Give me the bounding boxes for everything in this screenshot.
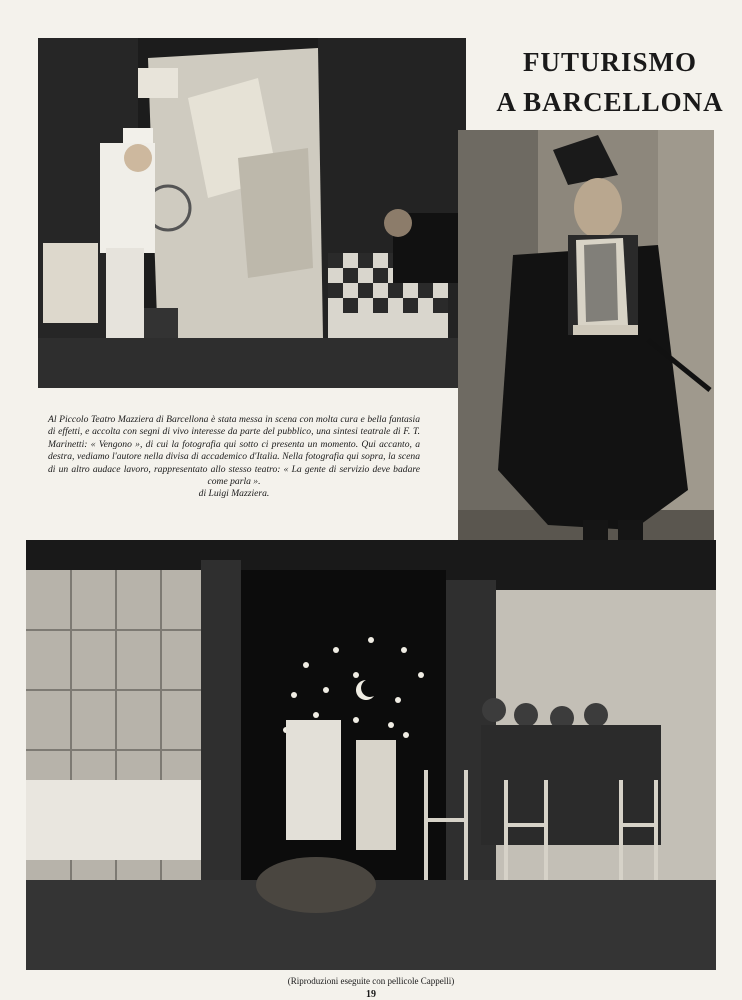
article-title-line-2: A BARCELLONA	[496, 87, 724, 117]
photo-credit-note: (Riproduzioni eseguite con pellicole Cappelli)	[287, 976, 455, 986]
caption-byline: di Luigi Mazziera.	[198, 488, 270, 500]
photo-author-portrait	[458, 130, 714, 582]
photo-stage-scene-vengono	[26, 540, 716, 970]
page-number: 19	[366, 989, 376, 1000]
photo-stage-scene-chef	[38, 38, 466, 388]
photo-caption	[48, 414, 420, 501]
article-title-line-1: FUTURISMO	[522, 47, 697, 77]
caption-text: Al Piccolo Teatro Mazziera di Barcellona è stata messa in scena con molta cura e bella fantasia di effetti, e accolta con segni di vivo interesse da parte del pubblico, una sintesi teatrale di F. T. Marinetti: « Vengono », di cui la fotografia qui sotto ci presenta un momento. Qui accanto, a destra, vediamo l'autore nella divisa di accademico d'Italia. Nella fotografia qui sopra, la scena di un altro audace lavoro, rappresentato allo stesso teatro: « La gente di servizio deve badare come parla ».	[48, 414, 420, 488]
